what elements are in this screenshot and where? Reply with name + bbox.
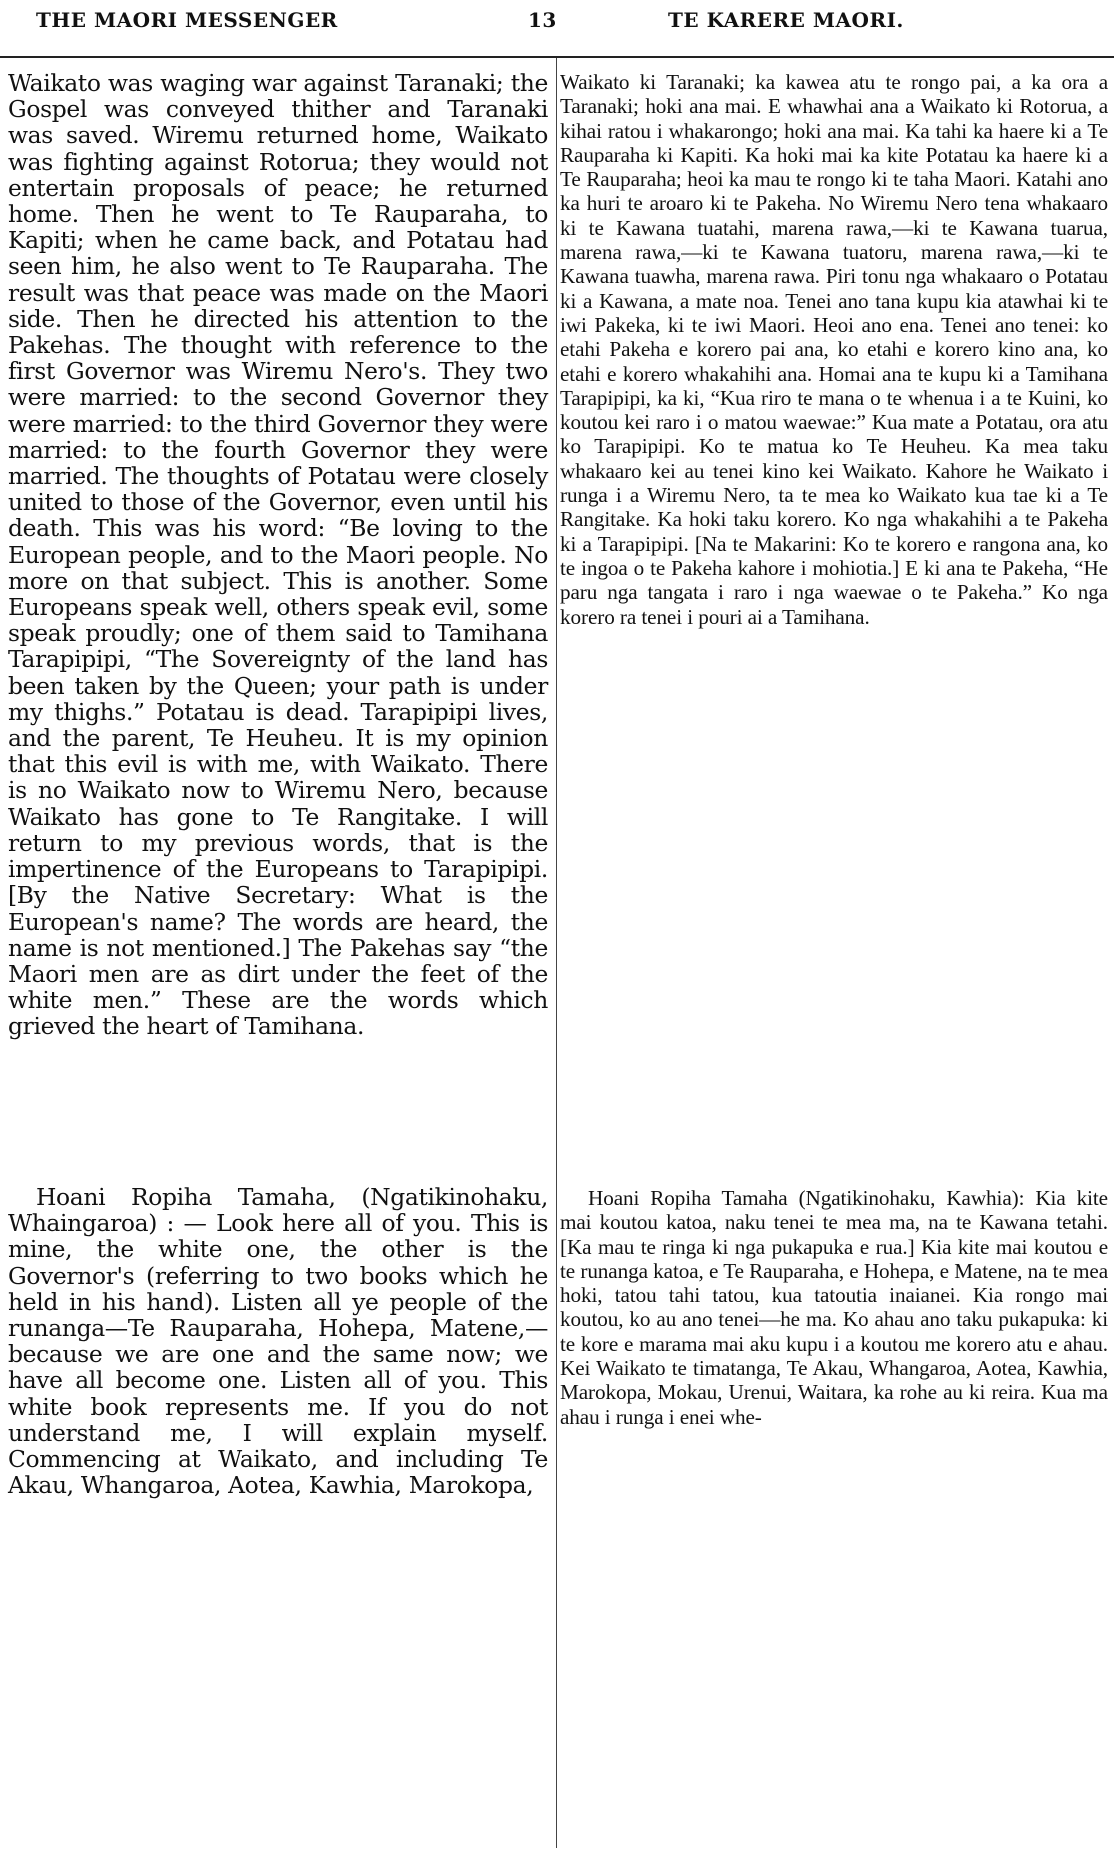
page-number: 13	[528, 8, 557, 32]
page-header	[0, 0, 1114, 44]
header-rule	[0, 56, 1114, 58]
english-column	[8, 70, 548, 1040]
column-divider	[556, 58, 557, 1848]
english-paragraph-1: Waikato was waging war against Taranaki; the Gospel was conveyed thither and Taranaki was saved. Wiremu returned home, Waikato was fighting against Rotorua; they would not entertain proposals of peace; he returned home. Then he went to Te Rauparaha, to Kapiti; when he came back, and Potatau had seen him, he also went to Te Rauparaha. The result was that peace was made on the Maori side. Then he directed his attention to the Pakehas. The thought with reference to the first Governor was Wiremu Nero's. They two were married: to the second Governor they were married: to the third Governor they were married: to the fourth Governor they were married. The thoughts of Potatau were closely united to those of the Governor, even until his death. This was his word: “Be loving to the European people, and to the Maori people. No more on that subject. This is another. Some Europeans speak well, others speak evil, some speak proudly; one of them said to Tamihana Tarapipipi, “The Sovereignty of the land has been taken by the Queen; your path is under my thighs.” Potatau is dead. Tarapipipi lives, and the parent, Te Heuheu. It is my opinion that this evil is with me, with Waikato. There is no Waikato now to Wiremu Nero, because Waikato has gone to Te Rangitake. I will return to my previous words, that is the impertinence of the Europeans to Tarapipipi. [By the Native Secretary: What is the European's name? The words are heard, the name is not mentioned.] The Pakehas say “the Maori men are as dirt under the feet of the white men.” These are the words which grieved the heart of Tamihana.	[8, 69, 548, 1041]
maori-masthead-title: TE KARERE MAORI.	[668, 8, 904, 32]
maori-paragraph-2: Hoani Ropiha Tamaha (Ngatikinohaku, Kawhia): Kia kite mai koutou katoa, naku tenei te mea ma, na te Kawana tetahi. [Ka mau te ringa ki nga pukapuka e rua.] Kia kite mai koutou e te runanga katoa, e Te Rauparaha, e Hohepa, e Matene, na te mea hoki, tatou tahi tatou, kua tatoutia inaianei. Kia rongo mai koutou, ko au ano tenei—he ma. Ko ahau ano taku pukapuka: ki te kore e marama mai aku kupu i a koutou me korero atu e ahau. Kei Waikato te timatanga, Te Akau, Whangaroa, Aotea, Kawhia, Marokopa, Mokau, Urenui, Waitara, ka rohe au ki reira. Kua ma ahau i runga i enei whe-	[560, 1186, 1108, 1429]
maori-column	[560, 70, 1108, 629]
maori-paragraph-1: Waikato ki Taranaki; ka kawea atu te rongo pai, a ka ora a Taranaki; hoki ana mai. E whawhai ana a Waikato ki Rotorua, a kihai ratou i whakarongo; hoki ana mai. Ka tahi ka haere ki a Te Rauparaha ki Kapiti. Ka hoki mai ka kite Potatau ka haere ki a Te Rauparaha; heoi ka mau te rongo ki te taha Maori. Katahi ano ka huri te aroaro ki te Pakeha. No Wiremu Nero tena whakaaro ki te Kawana tuatahi, marena rawa,—ki te Kawana tuarua, marena rawa,—ki te Kawana tuatoru, marena rawa,—ki te Kawana tuawha, marena rawa. Piri tonu nga whakaaro o Potatau ki a Kawana, a mate noa. Tenei ano tana kupu kia atawhai ki te iwi Pakeka, ki te iwi Maori. Heoi ano ena. Tenei ano tenei: ko etahi Pakeha e korero pai ana, ko etahi e korero kino ana, ko etahi e korero whakahihi ana. Homai ana te kupu ki a Tamihana Tarapipipi, ka ki, “Kua riro te mana o te whenua i a te Kuini, ko koutou kei raro i o matou waewae:” Kua mate a Potatau, ora atu ko Tarapipipi. Ko te matua ko Te Heuheu. Ka mea taku whakaaro kei au tenei kino kei Waikato. Kahore he Waikato i runga i a Wiremu Nero, ta te mea ko Waikato kua tae ki a Te Rangitake. Ka hoki taku korero. Ko nga whakahihi a te Pakeha ki a Tarapipipi. [Na te Makarini: Ko te korero e rangona ana, ko te ingoa o te Pakeha kahore i mohiotia.] E ki ana te Pakeha, “He paru nga tangata i raro i nga waewae o te Pakeha.” Ko nga korero ra tenei i pouri ai a Tamihana.	[560, 70, 1108, 629]
english-paragraph-2: Hoani Ropiha Tamaha, (Ngatikinohaku, Whaingaroa) : — Look here all of you. This is mine, the white one, the other is the Governor's (referring to two books which he held in his hand). Listen all ye people of the runanga—Te Rauparaha, Hohepa, Matene,—because we are one and the same now; we have all become one. Listen all of you. This white book represents me. If you do not understand me, I will explain myself. Commencing at Waikato, and including Te Akau, Whangaroa, Aotea, Kawhia, Marokopa,	[8, 1183, 548, 1500]
english-masthead-title: THE MAORI MESSENGER	[36, 8, 338, 32]
